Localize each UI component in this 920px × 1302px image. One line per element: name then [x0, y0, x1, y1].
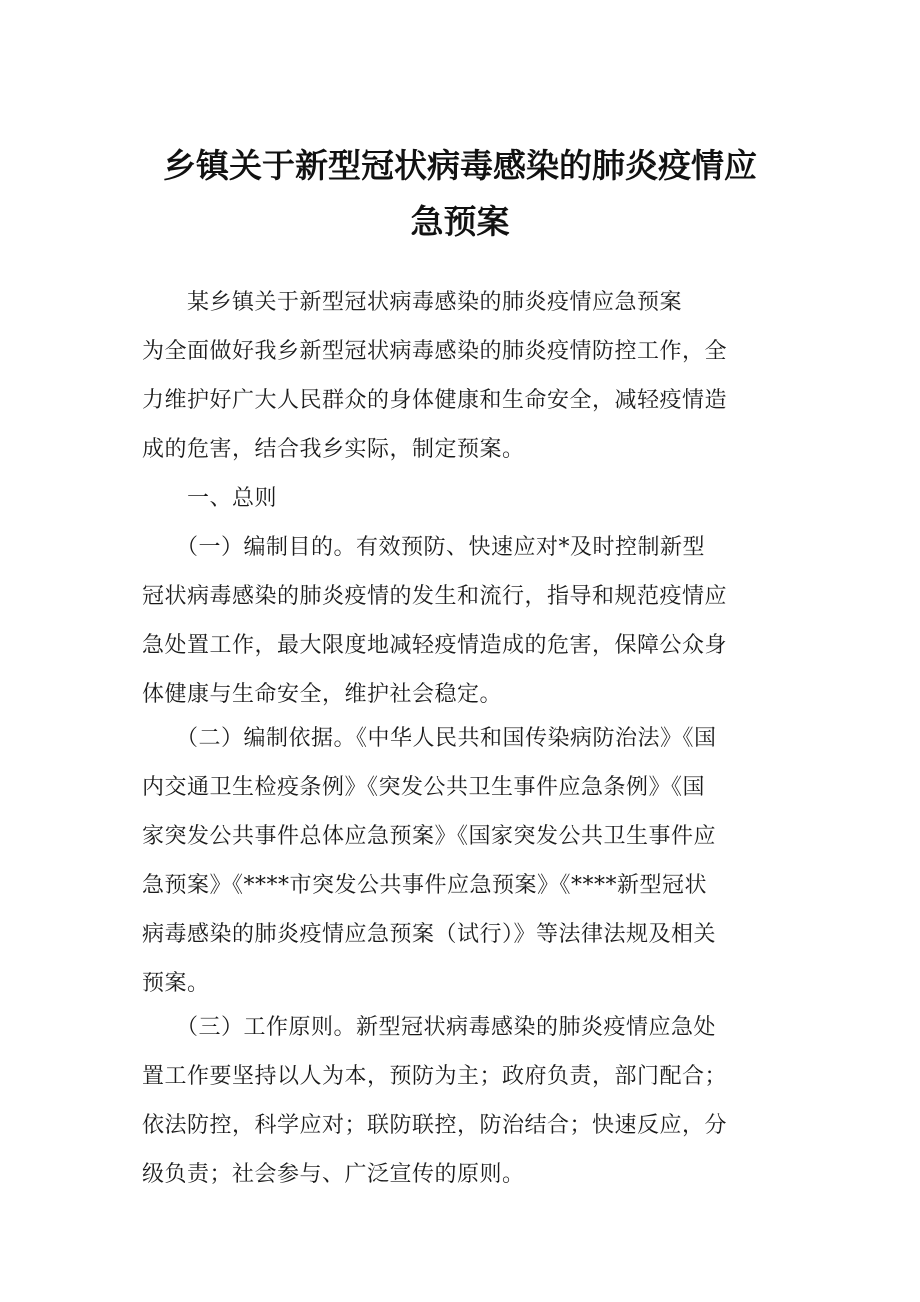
- text-line: （三）工作原则。新型冠状病毒感染的肺炎疫情应急处: [142, 1015, 717, 1040]
- section-heading-general: [142, 474, 782, 523]
- text-line: 家突发公共事件总体应急预案》《国家突发公共卫生事件应: [142, 824, 717, 849]
- paragraph-principles: [142, 1003, 782, 1199]
- text-line: 预案。: [142, 971, 210, 996]
- text-line: 内交通卫生检疫条例》《突发公共卫生事件应急条例》《国: [142, 775, 706, 800]
- paragraph-basis: [142, 714, 782, 1008]
- text-line: 急预案》《****市突发公共事件应急预案》《****新型冠状: [142, 873, 708, 898]
- document-title-line-2: 急预案: [410, 202, 510, 241]
- text-line: 级负责；社会参与、广泛宣传的原则。: [142, 1162, 525, 1187]
- text-line: 病毒感染的肺炎疫情应急预案（试行）》等法律法规及相关: [142, 922, 717, 947]
- text-line: 置工作要坚持以人为本，预防为主；政府负责，部门配合；: [142, 1064, 728, 1089]
- paragraph-purpose: [142, 523, 782, 719]
- text-line: 体健康与生命安全，维护社会稳定。: [142, 682, 503, 707]
- text-line: （二）编制依据。《中华人民共和国传染病防治法》《国: [142, 726, 717, 751]
- text-line: 力维护好广大人民群众的身体健康和生命安全，减轻疫情造: [142, 388, 728, 413]
- text-line: 某乡镇关于新型冠状病毒感染的肺炎疫情应急预案: [142, 290, 683, 315]
- paragraph-intro: [142, 278, 782, 474]
- text-line: 依法防控，科学应对；联防联控，防治结合；快速反应，分: [142, 1113, 728, 1138]
- text-line: 为全面做好我乡新型冠状病毒感染的肺炎疫情防控工作，全: [142, 339, 728, 364]
- text-line: （一）编制目的。有效预防、快速应对*及时控制新型: [142, 535, 706, 560]
- document-title-line-1: 乡镇关于新型冠状病毒感染的肺炎疫情应: [163, 146, 757, 185]
- text-line: 急处置工作，最大限度地减轻疫情造成的危害，保障公众身: [142, 633, 728, 658]
- text-line: 一、总则: [142, 486, 278, 511]
- text-line: 冠状病毒感染的肺炎疫情的发生和流行，指导和规范疫情应: [142, 584, 728, 609]
- text-line: 成的危害，结合我乡实际，制定预案。: [142, 437, 525, 462]
